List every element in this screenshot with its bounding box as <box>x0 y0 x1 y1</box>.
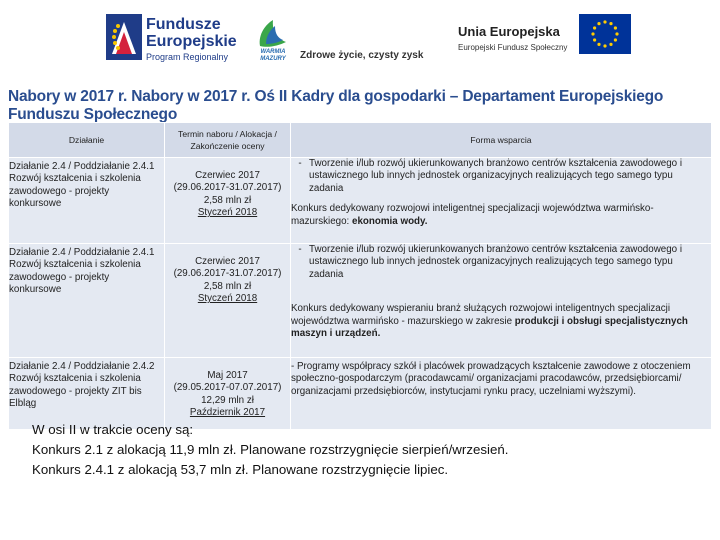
termin: Czerwiec 2017 <box>195 256 260 267</box>
slogan: Zdrowe życie, czysty zysk <box>300 50 424 61</box>
alokacja: 2,58 mln zł <box>203 194 252 206</box>
header-dzialanie: Działanie <box>9 123 165 158</box>
cell-termin <box>165 158 291 244</box>
forma-bullet: - Tworzenie i/lub rozwój ukierunkowanych branżowo centrów kształcenia zawodowego i ustawicznego lub innych jednostek organizacyjnych realizujących tego samego typu zadania <box>291 158 709 195</box>
header-termin: Termin naboru / Alokacja / Zakończenie oceny <box>165 123 291 158</box>
forma-note-bold: produkcji i obsługi specjalistycznych maszyn i urządzeń. <box>291 315 688 340</box>
header-forma: Forma wsparcia <box>291 123 712 158</box>
cell-dzialanie: Działanie 2.4 / Poddziałanie 2.4.1 Rozwój kształcenia i szkolenia zawodowego - projekty konkursowe <box>9 244 165 358</box>
page-title: Nabory w 2017 r. Nabory w 2017 r. Oś II Kadry dla gospodarki – Departament Europejskiego Funduszu Społecznego <box>8 88 664 123</box>
warmia-mazury-logo <box>252 16 294 64</box>
ue-line1: Unia Europejska <box>458 24 560 39</box>
fundusze-europejskie-logo-icon <box>106 14 142 60</box>
forma-bullet-text: Tworzenie i/lub rozwój ukierunkowanych branżowo centrów kształcenia zawodowego i ustawicznego lub innych jednostek organizacyjnych realizujących tego samego typu zadania <box>309 244 683 280</box>
fe-line2: Europejskie <box>146 33 237 50</box>
logo-bar <box>0 0 720 80</box>
cell-dzialanie: Działanie 2.4 / Poddziałanie 2.4.2 Rozwój kształcenia i szkolenia zawodowego - projekty ZIT bis Elbląg <box>9 358 165 430</box>
alokacja: 2,58 mln zł <box>203 280 252 292</box>
forma-bullet-text: Tworzenie i/lub rozwój ukierunkowanych branżowo centrów kształcenia zawodowego i ustawicznego lub innych jednostek organizacyjnych realizujących tego samego typu zadania <box>309 158 683 194</box>
summary-line3: Konkurs 2.4.1 z alokacją 53,7 mln zł. Planowane rozstrzygnięcie lipiec. <box>32 462 449 477</box>
warmia-text: WARMIA MAZURY <box>260 49 286 62</box>
summary <box>32 420 508 480</box>
termin: Czerwiec 2017 <box>195 170 260 181</box>
alokacja: 12,29 mln zł <box>201 394 254 406</box>
termin: Maj 2017 <box>207 370 248 381</box>
cell-termin <box>165 244 291 358</box>
fundusze-europejskie-text <box>146 16 237 62</box>
fe-line3: Program Regionalny <box>146 52 229 62</box>
zakonczenie: Styczeń 2018 <box>197 293 258 305</box>
cell-forma <box>291 158 712 244</box>
forma-note-bold: ekonomia wody. <box>352 215 428 227</box>
summary-line1: W osi II w trakcie oceny są: <box>32 422 194 437</box>
ue-line2: Europejski Fundusz Społeczny <box>458 43 568 52</box>
warmia-mazury-emblem-icon <box>252 16 294 50</box>
zakonczenie: Styczeń 2018 <box>197 207 258 219</box>
forma-note-text: Konkurs dedykowany rozwojowi inteligentnej specjalizacji województwa warmińsko-mazurskiego: <box>291 203 654 227</box>
cell-forma <box>291 244 712 358</box>
eu-flag-icon <box>579 14 631 54</box>
forma-note <box>291 203 709 228</box>
daty: (29.05.2017-07.07.2017) <box>173 382 282 394</box>
fe-line1: Fundusze <box>146 16 221 33</box>
forma-note <box>291 303 709 340</box>
forma-bullet: - Tworzenie i/lub rozwój ukierunkowanych branżowo centrów kształcenia zawodowego i ustawicznego lub innych jednostek organizacyjnych realizujących tego samego typu zadania <box>291 244 709 281</box>
forma-note-text: Konkurs dedykowany wspieraniu branż służących rozwojowi inteligentnych specjalizacji województwa warmińsko - mazurskiego w zakresie <box>291 303 670 327</box>
nabory-table <box>8 122 712 430</box>
cell-forma: - Programy współpracy szkół i placówek prowadzących kształcenie zawodowe z otoczeniem społeczno-gospodarczym (pracodawcami/ organizacjami pracodawców, przedsiębiorcami/ organizacjami przedsiębiorców, instytucjami rynku pracy, uczelniami wyższymi). <box>291 358 712 430</box>
table-row <box>9 244 712 358</box>
table-row <box>9 158 712 244</box>
table-header-row <box>9 123 712 158</box>
zakonczenie: Październik 2017 <box>189 407 266 419</box>
daty: (29.06.2017-31.07.2017) <box>173 268 282 280</box>
cell-dzialanie: Działanie 2.4 / Poddziałanie 2.4.1 Rozwój kształcenia i szkolenia zawodowego - projekty konkursowe <box>9 158 165 244</box>
cell-termin <box>165 358 291 430</box>
summary-line2: Konkurs 2.1 z alokacją 11,9 mln zł. Planowane rozstrzygnięcie sierpień/wrzesień. <box>32 442 509 457</box>
table-row <box>9 358 712 430</box>
unia-europejska-text <box>458 24 567 52</box>
daty: (29.06.2017-31.07.2017) <box>173 182 282 194</box>
